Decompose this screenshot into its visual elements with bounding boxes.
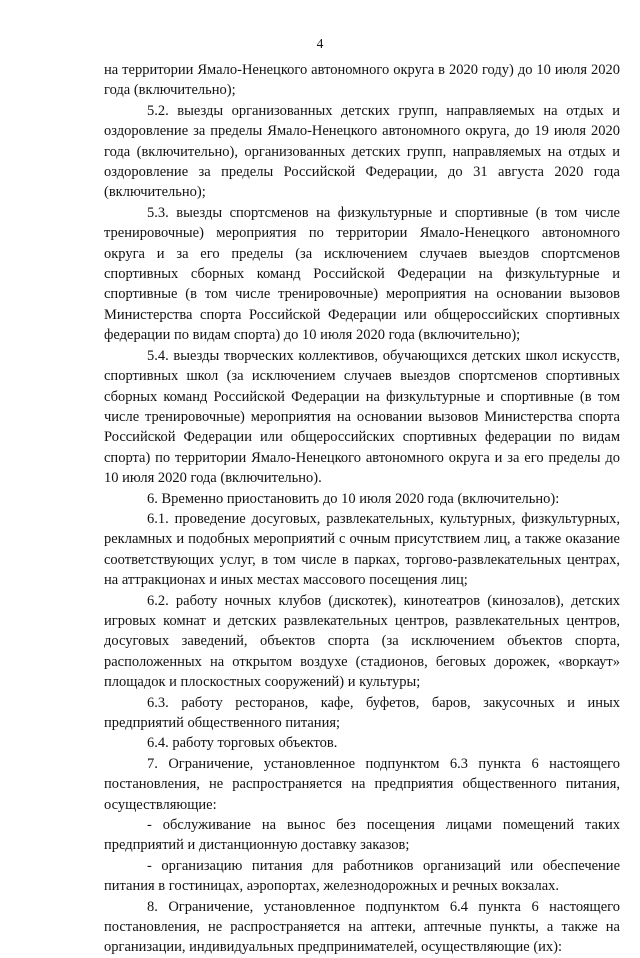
paragraph-5-4: 5.4. выезды творческих коллективов, обучающихся детских школ искусств, спортивных школ (за исключением случаев выездов спортсменов спортивных сборных команд Российской Федерации на физкультурные и спортивные (в том числе тренировочные) мероприятия на основании вызовов Министерства спорта Российской Федерации или общероссийских спортивных федерации по видам спорта) по территории Ямало-Ненецкого автономного округа и за его пределы до 10 июля 2020 года (включительно). (104, 347, 620, 487)
paragraph-6-2: 6.2. работу ночных клубов (дискотек), кинотеатров (кинозалов), детских игровых комнат и детских развлекательных центров, развлекательных центров, досуговых заведений, объектов спорта (за исключением объектов спорта, расположенных на открытом воздухе (стадионов, беговых дорожек, «воркаут» площадок и плоскостных сооружений) и культуры; (104, 592, 620, 691)
paragraph-7: 7. Ограничение, установленное подпунктом 6.3 пункта 6 настоящего постановления, не распространяется на предприятия общественного питания, осуществляющие: (104, 755, 620, 813)
paragraph-6-4: 6.4. работу торговых объектов. (147, 735, 338, 752)
paragraph-continuation: на территории Ямало-Ненецкого автономного округа в 2020 году) до 10 июля 2020 года (включительно); (104, 62, 620, 99)
paragraph-5-3: 5.3. выезды спортсменов на физкультурные и спортивные (в том числе тренировочные) мероприятия по территории Ямало-Ненецкого автономного округа и за его пределы (за исключением случаев выездов спортсменов спортивных сборных команд Российской Федерации на физкультурные и спортивные (в том числе тренировочные) мероприятия на основании вызовов Министерства спорта Российской Федерации или общероссийских спортивных федерации по видам спорта) до 10 июля 2020 года (включительно); (104, 204, 620, 344)
paragraph-6-3: 6.3. работу ресторанов, кафе, буфетов, баров, закусочных и иных предприятий общественного питания; (104, 694, 620, 731)
paragraph-7-item-catering: - организацию питания для работников организаций или обеспечение питания в гостиницах, аэропортах, железнодорожных и речных вокзалах. (104, 857, 620, 895)
paragraph-7-item-takeaway: - обслуживание на вынос без посещения лицами помещений таких предприятий и дистанционную доставку заказов; (104, 817, 620, 854)
paragraph-6-1: 6.1. проведение досуговых, развлекательных, культурных, физкультурных, рекламных и подобных мероприятий с очным присутствием лиц, а также оказание соответствующих услуг, в том числе в парках, торгово-развлекательных центрах, на аттракционах и иных местах массового посещения лиц; (104, 510, 620, 589)
paragraph-6: 6. Временно приостановить до 10 июля 2020 года (включительно): (147, 490, 560, 507)
paragraph-8: 8. Ограничение, установленное подпунктом 6.4 пункта 6 настоящего постановления, не распространяется на аптеки, аптечные пункты, а также на организации, индивидуальных предпринимателей, осуществляющие (их): (104, 898, 620, 956)
paragraph-5-2: 5.2. выезды организованных детских групп, направляемых на отдых и оздоровление за пределы Ямало-Ненецкого автономного округа, до 19 июля 2020 года (включительно), организованных детских групп, направляемых на отдых и оздоровление за пределы Российской Федерации, до 31 августа 2020 года (включительно); (104, 102, 620, 201)
page-number: 4 (316, 36, 324, 51)
document-body (104, 60, 620, 958)
